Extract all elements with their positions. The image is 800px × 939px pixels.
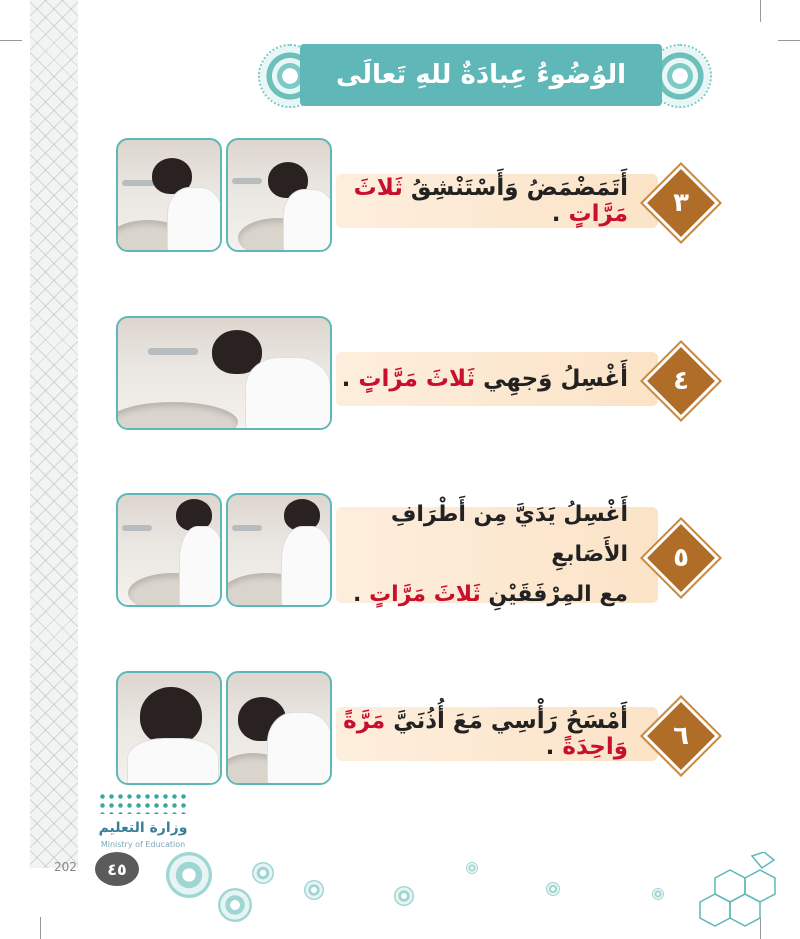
step-6-photo-left <box>116 671 222 785</box>
step-5-text-bar <box>336 502 658 607</box>
step-5-photo-right <box>226 493 332 607</box>
step-4 <box>0 316 800 432</box>
ministry-logo <box>88 792 198 862</box>
rosette-ornament <box>394 886 414 906</box>
step-3-photo-left <box>116 138 222 252</box>
boy-figure <box>282 527 332 607</box>
step-3 <box>0 138 800 254</box>
step-text: . <box>353 582 370 607</box>
ministry-logo-dots-icon <box>98 792 188 814</box>
crop-mark <box>760 0 761 22</box>
step-number: ٣ <box>673 188 689 218</box>
faucet <box>122 525 152 531</box>
step-3-text-bar <box>336 174 658 228</box>
page-title: الوُضُوءُ عِبادَةٌ للهِ تَعالَى <box>335 60 627 90</box>
rosette-ornament <box>466 862 478 874</box>
step-number: ٥ <box>673 543 689 573</box>
year-fragment: 202 <box>54 860 77 874</box>
step-text: . <box>341 366 359 392</box>
faucet <box>232 525 262 531</box>
rosette-ornament <box>252 862 274 884</box>
rosette-ornament <box>652 888 664 900</box>
step-6-photo-right <box>226 671 332 785</box>
ministry-subtitle: Ministry of Education <box>100 840 186 849</box>
step-5 <box>0 493 800 609</box>
boy-figure <box>246 358 330 430</box>
step-6-line-1 <box>336 708 628 760</box>
page-number: ٤٥ <box>95 852 139 886</box>
sink <box>116 402 238 430</box>
boy-figure <box>128 739 218 785</box>
step-6 <box>0 671 800 787</box>
step-3-line-1 <box>336 175 628 227</box>
rosette-ornament <box>166 852 212 898</box>
step-6-text-bar <box>336 707 658 761</box>
boy-figure <box>140 687 202 745</box>
step-highlight: ثَلاثَ مَرَّاتٍ <box>358 366 476 392</box>
rosette-ornament <box>218 888 252 922</box>
step-4-line-1 <box>336 366 628 392</box>
step-highlight: ثَلاثَ مَرَّاتٍ <box>369 582 481 607</box>
boy-figure <box>268 713 332 785</box>
faucet <box>122 180 156 186</box>
step-text: أَمْسَحُ رَأْسِي مَعَ أُذُنَيَّ <box>385 708 628 734</box>
step-text: أَغْسِلُ وَجهِي <box>475 366 628 392</box>
step-highlight: مَرَّةً وَاحِدَةً <box>343 708 628 760</box>
page-title-banner <box>300 44 662 106</box>
step-5-line-2 <box>336 575 628 615</box>
step-highlight: ثَلاثَ مَرَّاتٍ <box>353 175 628 227</box>
crop-mark <box>0 40 22 41</box>
boy-figure <box>168 188 222 252</box>
step-5-line-1 <box>336 495 628 575</box>
crop-mark <box>40 917 41 939</box>
geometric-pattern-icon <box>690 852 780 932</box>
rosette-ornament <box>304 880 324 900</box>
step-number: ٤ <box>673 366 689 396</box>
faucet <box>148 348 198 355</box>
step-text: . <box>551 201 569 227</box>
step-5-photo-left <box>116 493 222 607</box>
step-4-photo <box>116 316 332 430</box>
ministry-name: وزارة التعليم <box>98 820 188 836</box>
rosette-ornament <box>546 882 560 896</box>
crop-mark <box>778 40 800 41</box>
step-text: مع المِرْفَقَيْنِ <box>480 582 628 607</box>
boy-figure <box>180 527 222 607</box>
step-text: أَغْسِلُ يَدَيَّ مِن أَطْرَافِ الأَصَابعِ <box>390 502 628 567</box>
faucet <box>232 178 262 184</box>
step-text: . <box>545 734 563 760</box>
boy-figure <box>284 190 332 252</box>
step-3-photo-right <box>226 138 332 252</box>
step-4-text-bar <box>336 352 658 406</box>
step-text: أَتَمَضْمَضُ وَأَسْتَنْشِقُ <box>402 175 628 201</box>
step-number: ٦ <box>673 721 689 751</box>
